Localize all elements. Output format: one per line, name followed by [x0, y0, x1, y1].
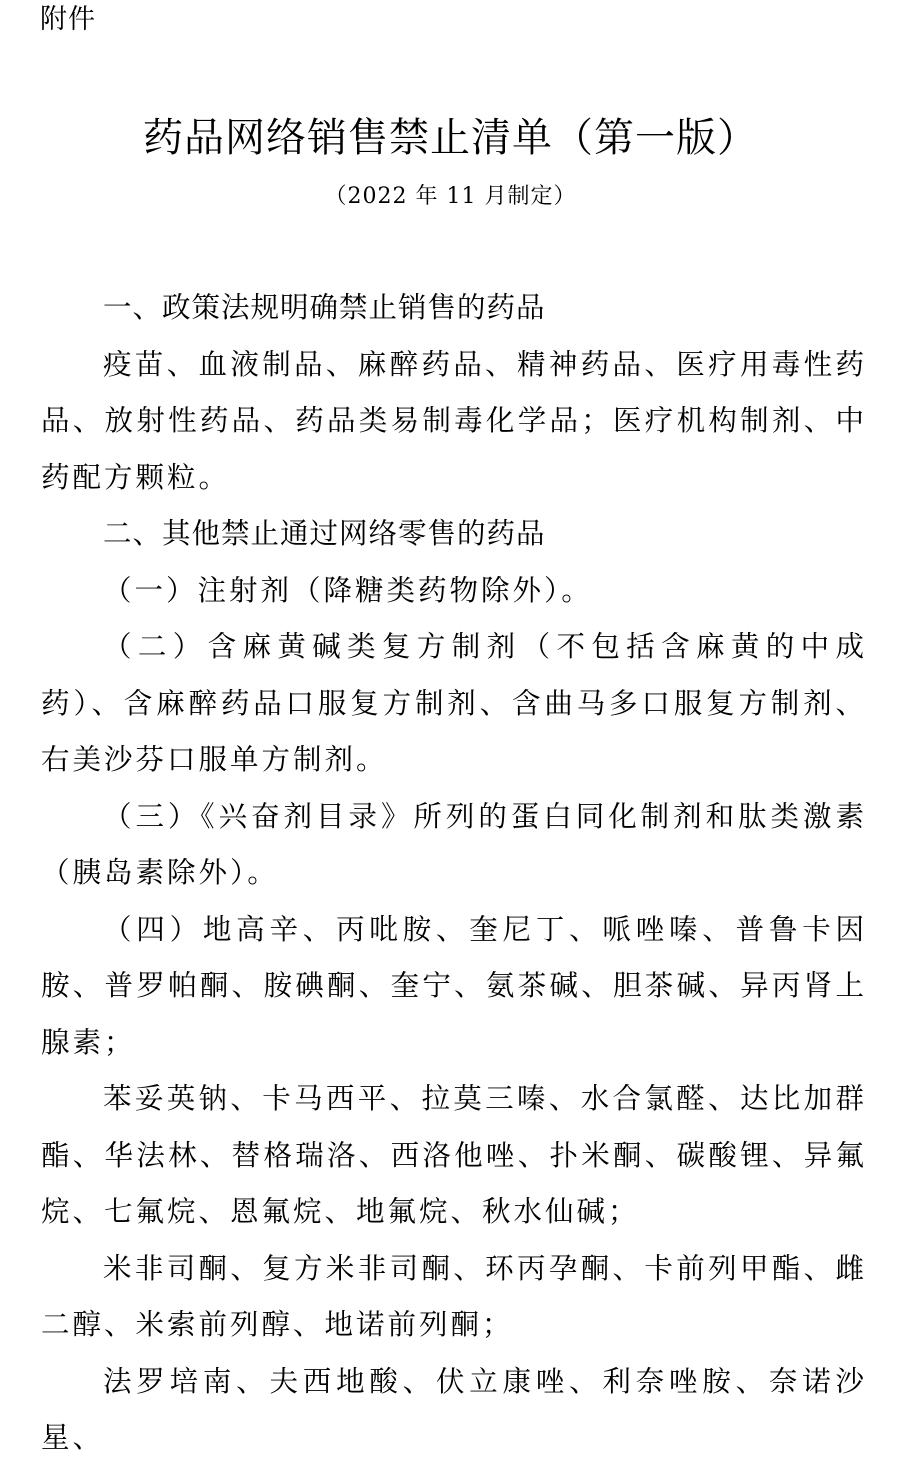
attachment-label: 附件 [40, 4, 96, 35]
paragraph-item-2-compound-preparations: （二）含麻黄碱类复方制剂（不包括含麻黄的中成药）、含麻醉药品口服复方制剂、含曲马多口服复方制剂、右美沙芬口服单方制剂。 [41, 630, 867, 776]
section-heading-online-retail-prohibited: 二、其他禁止通过网络零售的药品 [103, 517, 546, 550]
paragraph-item-4-drug-list-c: 米非司酮、复方米非司酮、环丙孕酮、卡前列甲酯、雌二醇、米索前列醇、地诺前列酮； [41, 1251, 867, 1341]
document-body [41, 280, 867, 1467]
paragraph-item-3-doping-list: （三）《兴奋剂目录》所列的蛋白同化制剂和肽类激素（胰岛素除外）。 [41, 799, 867, 889]
paragraph-item-4-drug-list-b: 苯妥英钠、卡马西平、拉莫三嗪、水合氯醛、达比加群酯、华法林、替格瑞洛、西洛他唑、扑米酮、碳酸锂、异氟烷、七氟烷、恩氟烷、地氟烷、秋水仙碱； [41, 1082, 867, 1228]
document-subtitle: （2022 年 11 月制定） [324, 184, 577, 209]
document-title: 药品网络销售禁止清单（第一版） [143, 115, 758, 161]
section-heading-prohibited-by-policy: 一、政策法规明确禁止销售的药品 [103, 291, 546, 324]
paragraph-item-1-injections: （一）注射剂（降糖类药物除外）。 [103, 573, 593, 607]
paragraph-policy-prohibited-list: 疫苗、血液制品、麻醉药品、精神药品、医疗用毒性药品、放射性药品、药品类易制毒化学品；医疗机构制剂、中药配方颗粒。 [41, 347, 867, 494]
paragraph-item-4-drug-list-a: （四）地高辛、丙吡胺、奎尼丁、哌唑嗪、普鲁卡因胺、普罗帕酮、胺碘酮、奎宁、氨茶碱、胆茶碱、异丙肾上腺素； [41, 912, 867, 1059]
paragraph-item-4-drug-list-d: 法罗培南、夫西地酸、伏立康唑、利奈唑胺、奈诺沙星、 [41, 1364, 867, 1454]
